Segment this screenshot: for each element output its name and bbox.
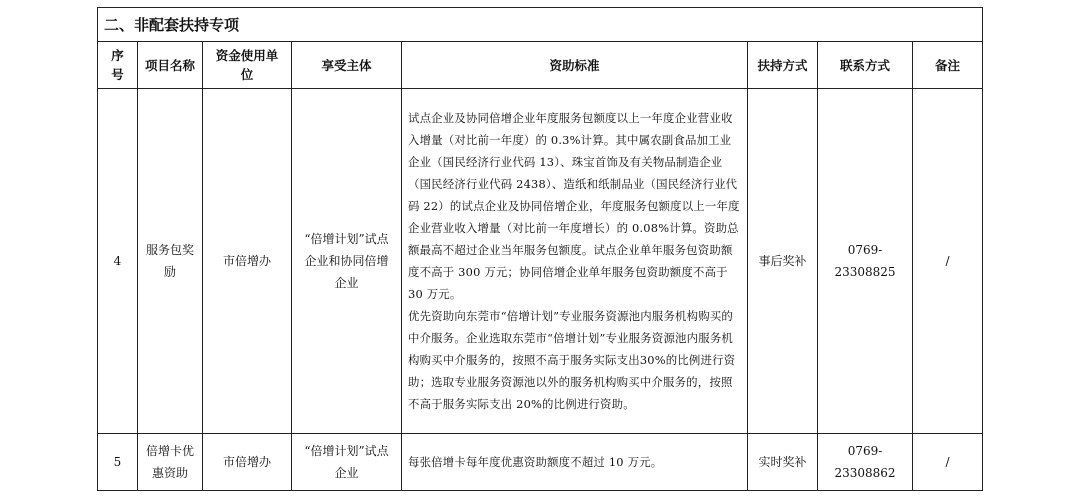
row-method: 事后奖补 [748, 89, 818, 434]
row-standard [402, 89, 748, 434]
row-project-name: 服务包奖励 [138, 89, 203, 434]
header-fund-unit: 资金使用单位 [203, 42, 292, 89]
table-row [98, 89, 983, 434]
table-row [98, 434, 983, 491]
row-fund-unit: 市倍增办 [203, 434, 292, 491]
table-header-row [98, 42, 983, 89]
header-no: 序号 [98, 42, 138, 89]
standard-paragraph: 优先资助向东莞市“倍增计划”专业服务资源池内服务机构购买的中介服务。企业选取东莞市“倍增计划”专业服务资源池内服务机构购买中介服务的，按照不高于服务实际支出30%的比例进行资助；选取专业服务资源池以外的服务机构购买中介服务的，按照不高于服务实际支出 20%的比例进行资助。 [408, 309, 736, 411]
row-no: 4 [98, 89, 138, 434]
row-contact: 0769-23308862 [818, 434, 913, 491]
row-method: 实时奖补 [748, 434, 818, 491]
row-standard [402, 434, 748, 491]
policy-table-page [97, 7, 982, 491]
row-beneficiary: “倍增计划”试点企业 [292, 434, 402, 491]
header-project-name: 项目名称 [138, 42, 203, 89]
header-remark: 备注 [913, 42, 983, 89]
section-title: 二、非配套扶持专项 [98, 8, 983, 42]
row-remark: / [913, 434, 983, 491]
row-project-name: 倍增卡优惠资助 [138, 434, 203, 491]
header-method: 扶持方式 [748, 42, 818, 89]
subsidy-table [97, 7, 983, 491]
header-beneficiary: 享受主体 [292, 42, 402, 89]
row-beneficiary: “倍增计划”试点企业和协同倍增企业 [292, 89, 402, 434]
row-contact: 0769-23308825 [818, 89, 913, 434]
row-remark: / [913, 89, 983, 434]
standard-paragraph: 每张倍增卡每年度优惠资助额度不超过 10 万元。 [408, 455, 663, 469]
row-no: 5 [98, 434, 138, 491]
row-fund-unit: 市倍增办 [203, 89, 292, 434]
header-standard: 资助标准 [402, 42, 748, 89]
header-contact: 联系方式 [818, 42, 913, 89]
standard-paragraph: 试点企业及协同倍增企业年度服务包额度以上一年度企业营业收入增量（对比前一年度）的 0.3%计算。其中属农副食品加工业企业（国民经济行业代码 13）、珠宝首饰及有关物品制造企业（国民经济行业代码 2438）、造纸和纸制品业（国民经济行业代码 22）的试点企业及协同倍增企业，年度服务包额度以上一年度企业营业收入增量（对比前一年度增长）的 0.08%计算。资助总额最高不超过企业当年服务包额度。试点企业单年服务包资助额度不高于 300 万元；协同倍增企业单年服务包资助额度不高于 30 万元。 [408, 111, 740, 301]
